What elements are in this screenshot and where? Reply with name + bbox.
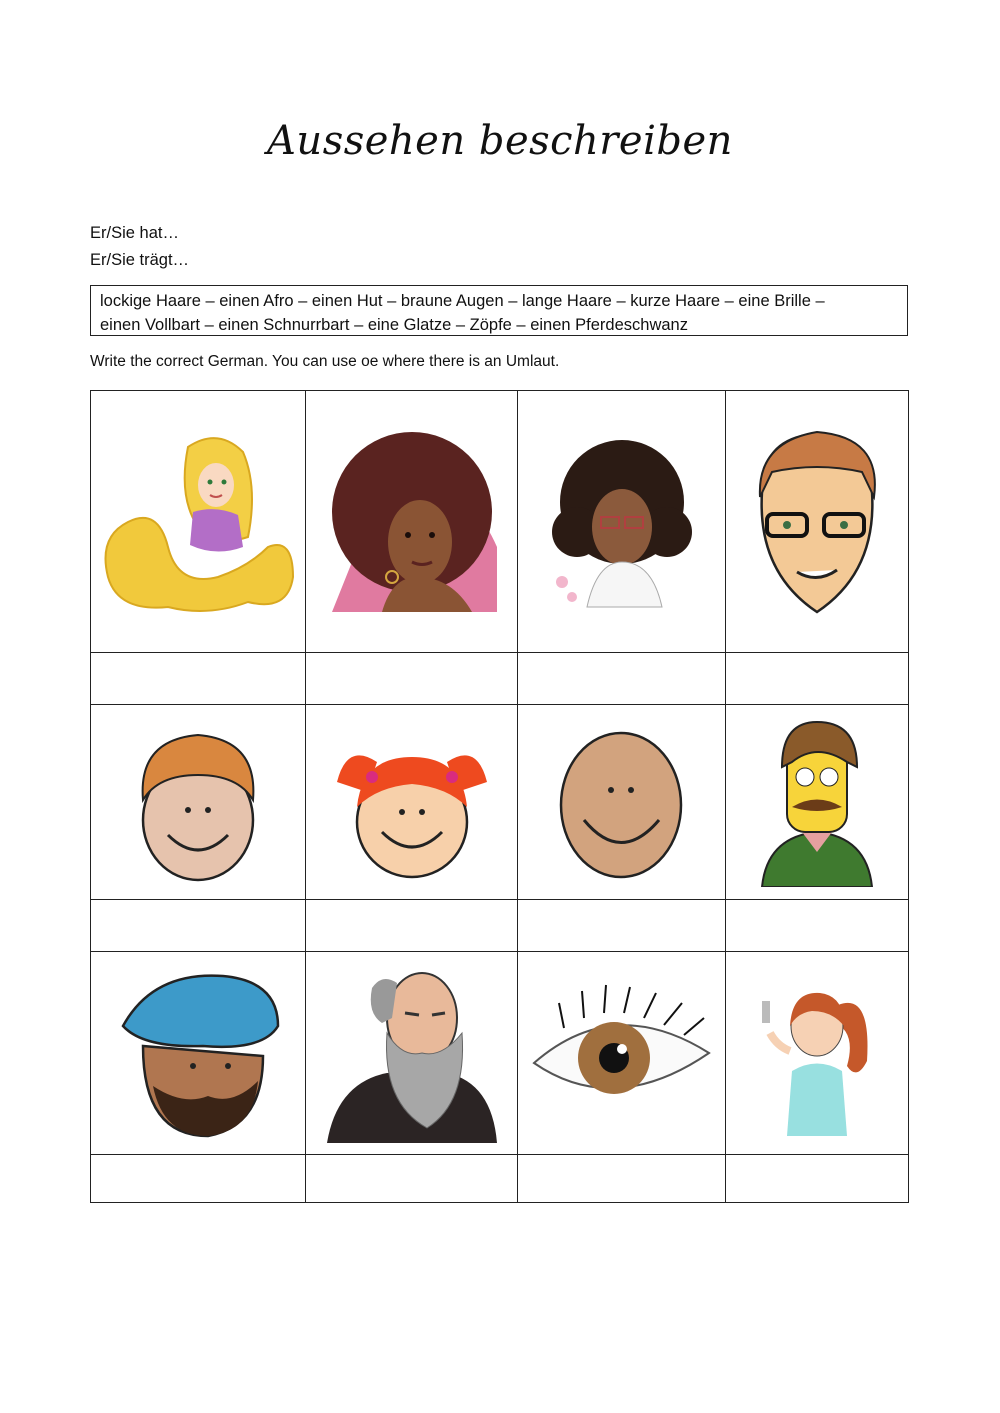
intro-prompts [90, 220, 189, 274]
answer-cell[interactable] [91, 653, 306, 705]
picture-cell [306, 705, 518, 900]
picture-cell [518, 391, 726, 653]
man-with-glasses-icon [742, 422, 892, 622]
man-with-cap-icon [113, 966, 283, 1141]
picture-row [91, 952, 909, 1155]
picture-cell [726, 705, 909, 900]
picture-row [91, 391, 909, 653]
answer-cell[interactable] [726, 1155, 909, 1203]
ponytail-girl-icon [752, 971, 882, 1136]
answer-cell[interactable] [726, 900, 909, 952]
picture-grid [90, 390, 909, 1203]
full-beard-man-icon [327, 963, 497, 1143]
answer-cell[interactable] [518, 653, 726, 705]
long-blonde-hair-princess-icon [98, 427, 298, 617]
intro-line: Er/Sie hat… [90, 224, 179, 242]
answer-cell[interactable] [91, 1155, 306, 1203]
picture-cell [306, 952, 518, 1155]
picture-cell [306, 391, 518, 653]
pigtails-girl-icon [327, 722, 497, 882]
picture-cell [518, 705, 726, 900]
picture-cell [91, 705, 306, 900]
brown-eye-icon [524, 983, 719, 1123]
word-bank [90, 285, 908, 336]
word-bank-line: lockige Haare – einen Afro – einen Hut – braune Augen – lange Haare – kurze Haare – eine Brille – [100, 292, 825, 310]
moustache-man-icon [757, 717, 877, 887]
answer-cell[interactable] [518, 900, 726, 952]
bald-man-icon [549, 720, 694, 885]
short-curly-hair-boy-icon [128, 720, 268, 885]
answer-row [91, 653, 909, 705]
answer-cell[interactable] [726, 653, 909, 705]
picture-row [91, 705, 909, 900]
answer-cell[interactable] [518, 1155, 726, 1203]
picture-cell [91, 952, 306, 1155]
page-title: Aussehen beschreiben [267, 118, 733, 164]
picture-cell [518, 952, 726, 1155]
afro-woman-icon [322, 427, 502, 617]
word-bank-line: einen Vollbart – einen Schnurrbart – eine Glatze – Zöpfe – einen Pferdeschwanz [100, 316, 688, 334]
answer-cell[interactable] [91, 900, 306, 952]
answer-cell[interactable] [306, 1155, 518, 1203]
picture-cell [726, 391, 909, 653]
instruction: Write the correct German. You can use oe where there is an Umlaut. [90, 353, 560, 370]
picture-cell [726, 952, 909, 1155]
curly-hair-girl-icon [537, 432, 707, 612]
answer-cell[interactable] [306, 900, 518, 952]
answer-cell[interactable] [306, 653, 518, 705]
picture-cell [91, 391, 306, 653]
answer-row [91, 900, 909, 952]
intro-line: Er/Sie trägt… [90, 251, 190, 269]
answer-row [91, 1155, 909, 1203]
